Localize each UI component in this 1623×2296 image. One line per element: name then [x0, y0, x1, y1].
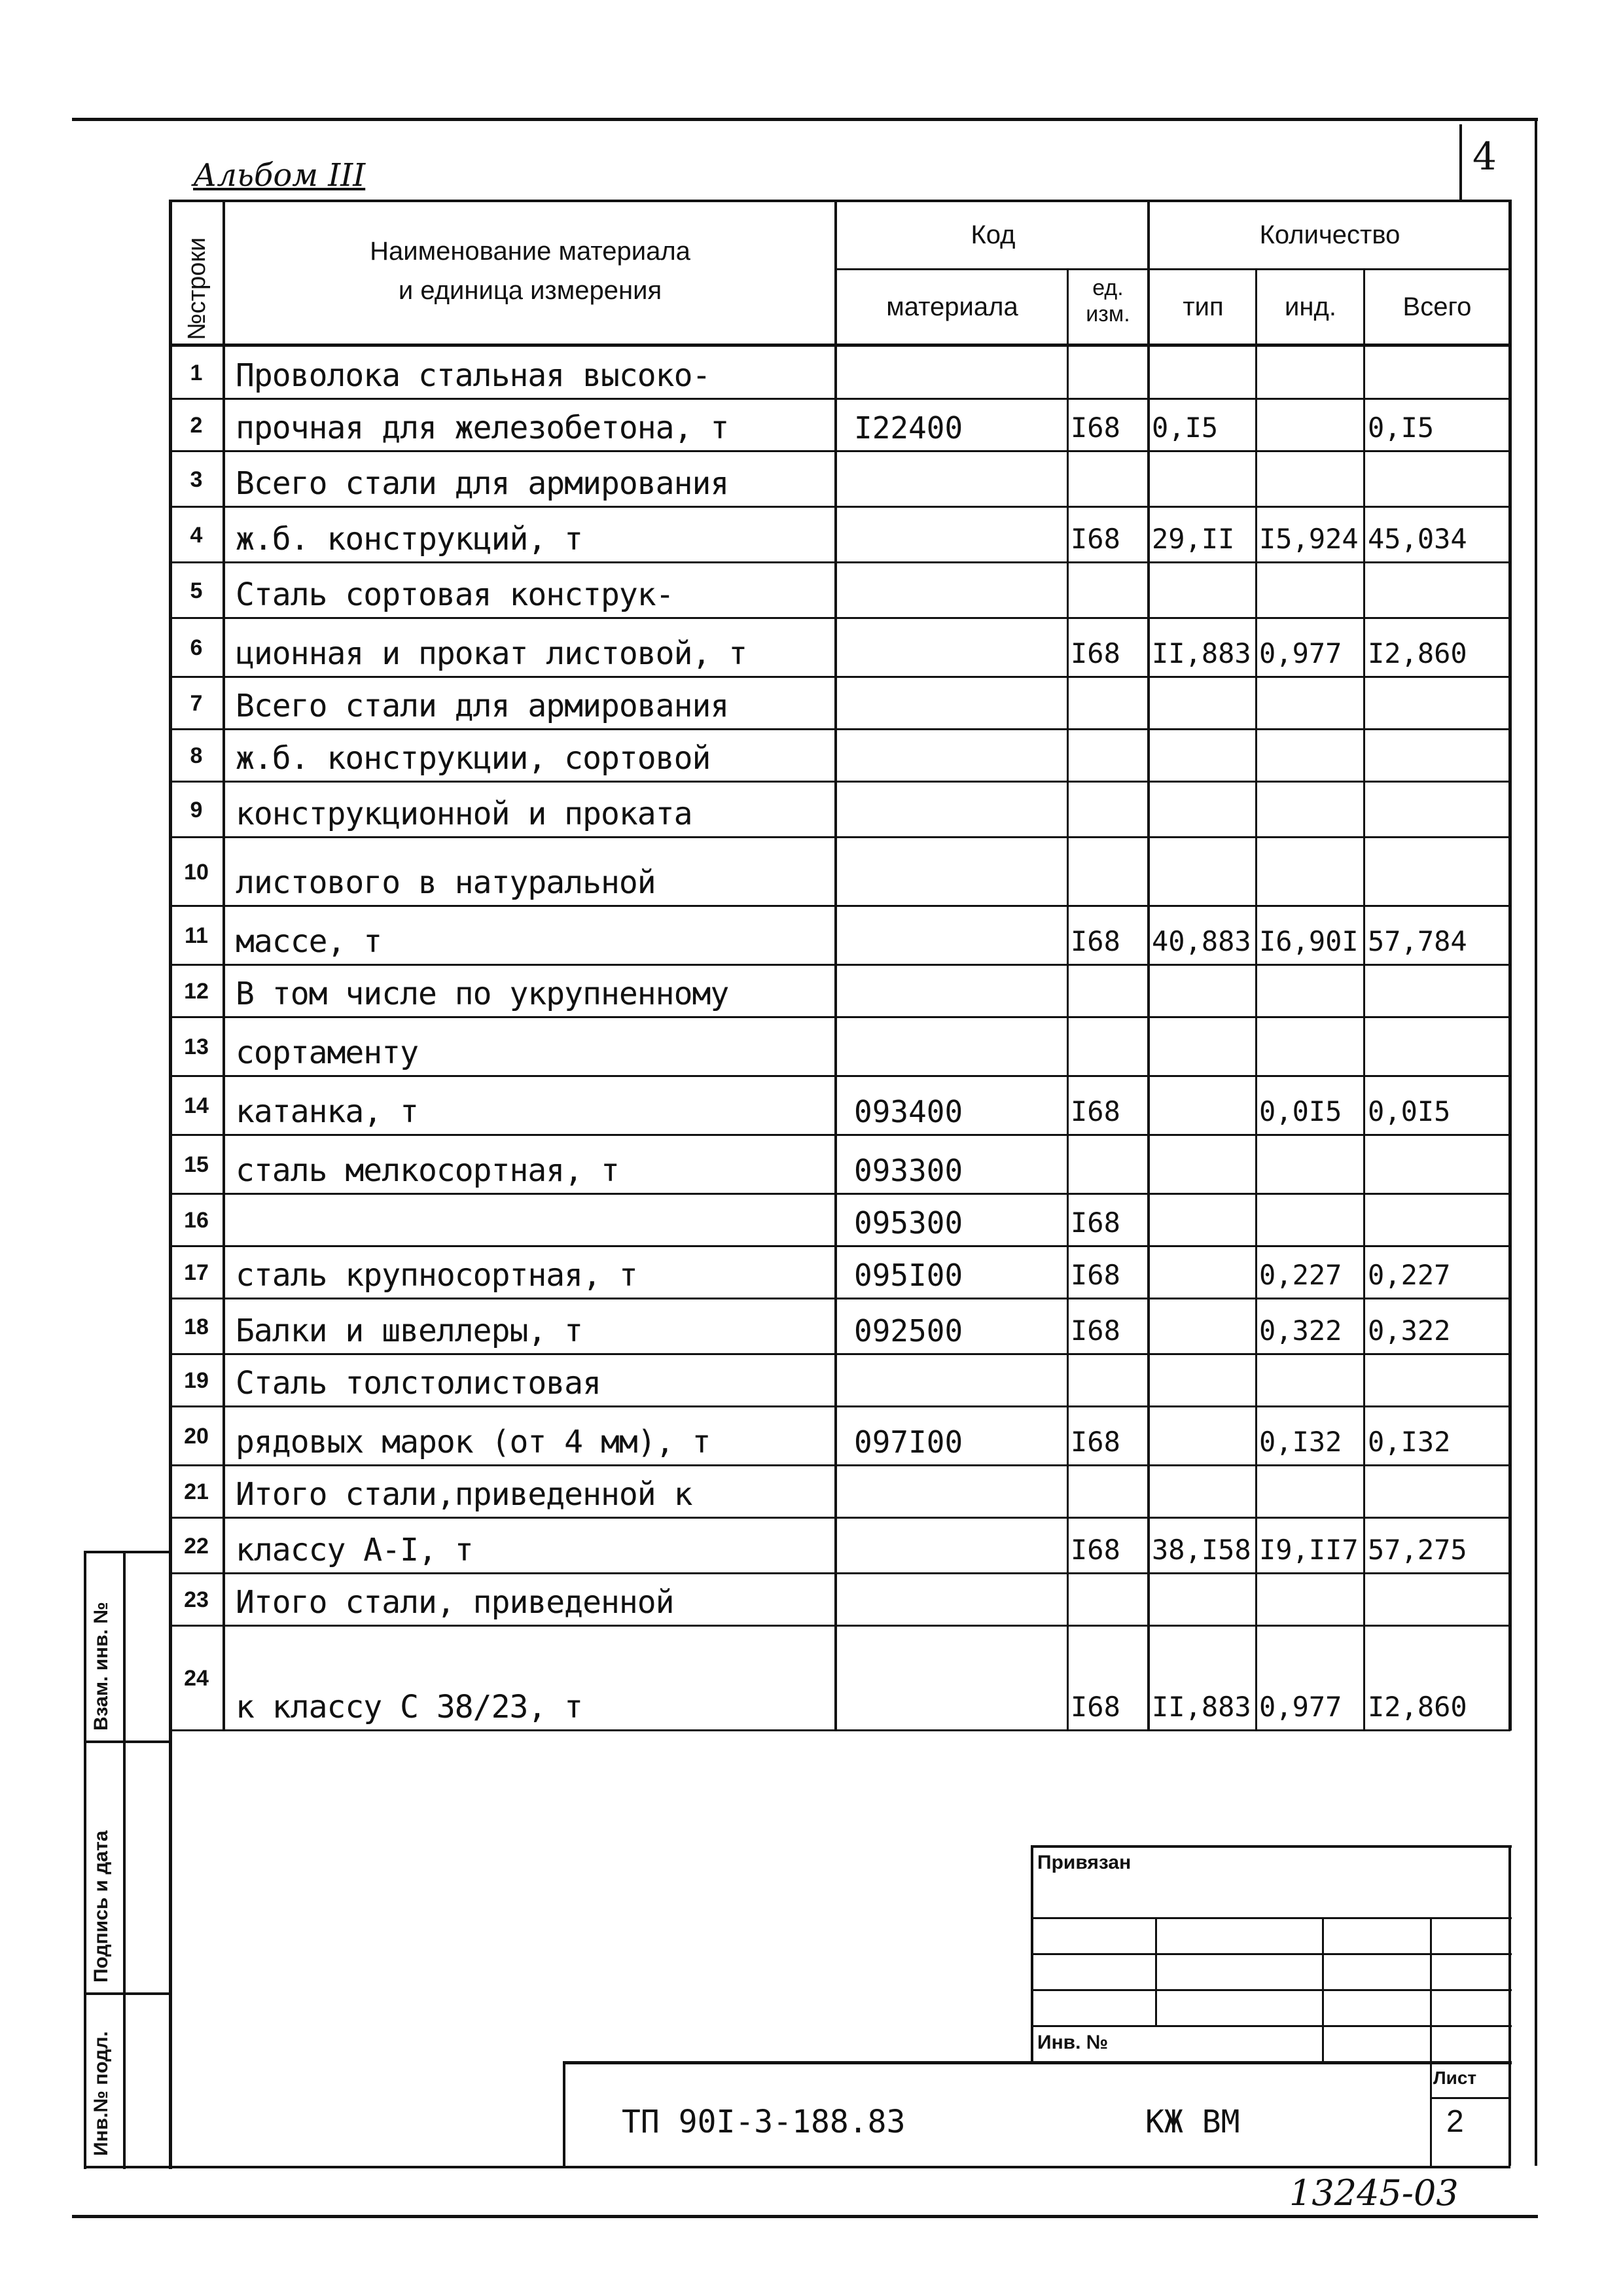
- row-separator: [169, 561, 1510, 563]
- cell-total: 0,I32: [1368, 1426, 1451, 1458]
- row-separator: [169, 1405, 1510, 1407]
- row-number: 1: [190, 361, 203, 385]
- frame-bottom: [84, 2166, 1510, 2168]
- row-separator: [169, 964, 1510, 966]
- cell-unit: I68: [1071, 637, 1120, 669]
- cell-type: 0,I5: [1152, 412, 1219, 444]
- cell-code: 092500: [854, 1313, 963, 1349]
- cell-code: I22400: [854, 410, 963, 446]
- cell-unit: I68: [1071, 1534, 1120, 1566]
- header-code: Код: [971, 221, 1016, 249]
- header-name-line1: Наименование материала: [370, 237, 690, 266]
- cell-unit: I68: [1071, 412, 1120, 444]
- row-number: 17: [184, 1260, 209, 1285]
- stamp-privyazan: Привязан: [1037, 1852, 1132, 1873]
- cell-total: 57,784: [1368, 925, 1467, 957]
- row-number: 14: [184, 1093, 209, 1118]
- cell-name: классу А-I, т: [236, 1532, 473, 1568]
- cell-type: II,883: [1152, 1691, 1251, 1723]
- row-separator: [169, 1517, 1510, 1519]
- page-number-box-left: [1459, 124, 1462, 200]
- cell-total: 0,322: [1368, 1315, 1451, 1347]
- list-number: 2: [1446, 2104, 1464, 2139]
- stamp-top: [1031, 1845, 1512, 1848]
- stamp-vsep3: [1430, 1917, 1432, 2166]
- album-label: Альбом III: [193, 157, 366, 194]
- header-code-unit: ед. изм.: [1086, 275, 1130, 327]
- side-strip-sep1: [84, 1740, 170, 1743]
- cell-name: катанка, т: [236, 1093, 418, 1130]
- cell-name: В том числе по укрупненному: [236, 976, 729, 1012]
- row-separator: [169, 1625, 1510, 1627]
- row-number: 11: [185, 923, 208, 948]
- row-number: 22: [184, 1533, 209, 1559]
- stamp-line2: [1031, 1953, 1512, 1955]
- cell-type: 40,883: [1152, 925, 1251, 957]
- cell-name: Сталь толстолистовая: [236, 1365, 601, 1402]
- header-name-line2: и единица измерения: [398, 276, 662, 305]
- cell-name: ционная и прокат листовой, т: [236, 635, 747, 672]
- col-sep-code: [1067, 268, 1069, 1731]
- side-strip-top: [84, 1551, 170, 1553]
- side-label-vzam: Взам. инв. №: [90, 1602, 112, 1731]
- cell-ind: 0,227: [1259, 1259, 1342, 1291]
- cell-name: прочная для железобетона, т: [236, 410, 729, 446]
- bottom-rule: [72, 2215, 1538, 2218]
- cell-ind: I6,90I: [1259, 925, 1359, 957]
- row-separator: [169, 617, 1510, 619]
- header-quantity: Количество: [1259, 221, 1400, 249]
- row-number: 8: [190, 743, 203, 768]
- archive-number: 13245-03: [1289, 2172, 1459, 2214]
- row-number: 12: [184, 979, 209, 1004]
- cell-type: II,883: [1152, 637, 1251, 669]
- title-block-top: [563, 2061, 1512, 2064]
- cell-unit: I68: [1071, 1315, 1120, 1347]
- cell-name: конструкционной и проката: [236, 796, 692, 832]
- doc-code: ТП 90I-3-188.83: [622, 2104, 906, 2140]
- side-label-podpis: Подпись и дата: [90, 1830, 112, 1983]
- right-border: [1535, 118, 1537, 2166]
- stamp-line4: [1031, 2025, 1512, 2027]
- cell-ind: 0,0I5: [1259, 1095, 1342, 1127]
- cell-code: 093300: [854, 1153, 963, 1188]
- stamp-right: [1508, 1845, 1511, 2166]
- cell-unit: I68: [1071, 523, 1120, 555]
- row-number: 10: [184, 859, 209, 885]
- cell-ind: 0,I32: [1259, 1426, 1342, 1458]
- list-label: Лист: [1433, 2068, 1477, 2088]
- row-number: 18: [184, 1314, 209, 1339]
- row-number: 21: [184, 1479, 209, 1504]
- header-row-no: №строки: [183, 237, 211, 340]
- row-separator: [169, 905, 1510, 907]
- cell-type: 38,I58: [1152, 1534, 1251, 1566]
- list-box-sep: [1430, 2097, 1510, 2099]
- row-number: 16: [184, 1208, 209, 1233]
- doc-mark: КЖ ВМ: [1145, 2104, 1240, 2140]
- header-top-line: [169, 200, 1510, 202]
- cell-name: ж.б. конструкций, т: [236, 521, 583, 557]
- stamp-inv-no: Инв. №: [1037, 2032, 1109, 2053]
- row-separator: [169, 398, 1510, 400]
- top-rule: [72, 118, 1538, 121]
- cell-name: листового в натуральной: [236, 864, 656, 901]
- cell-unit: I68: [1071, 1691, 1120, 1723]
- row-separator: [169, 506, 1510, 508]
- cell-ind: I9,II7: [1259, 1534, 1359, 1566]
- row-number: 15: [184, 1152, 209, 1177]
- row-separator: [169, 1572, 1510, 1574]
- row-separator: [169, 781, 1510, 783]
- row-separator: [169, 1298, 1510, 1299]
- cell-name: Итого стали,приведенной к: [236, 1476, 692, 1513]
- col-sep-ind: [1363, 268, 1365, 1731]
- row-separator: [169, 1134, 1510, 1136]
- row-separator: [169, 1353, 1510, 1355]
- row-separator: [169, 1464, 1510, 1466]
- row-separator: [169, 1016, 1510, 1018]
- cell-name: сталь крупносортная, т: [236, 1257, 637, 1294]
- cell-code: 095300: [854, 1205, 963, 1241]
- cell-total: I2,860: [1368, 637, 1467, 669]
- title-block-left: [563, 2061, 565, 2166]
- cell-name: сталь мелкосортная, т: [236, 1152, 619, 1189]
- cell-name: ж.б. конструкции, сортовой: [236, 740, 711, 777]
- row-number: 3: [190, 467, 203, 492]
- header-qty-ind: инд.: [1285, 292, 1336, 321]
- side-strip-mid: [123, 1551, 126, 2169]
- side-label-inv-podl: Инв.№ подл.: [90, 2031, 112, 2156]
- row-number: 13: [184, 1034, 209, 1059]
- cell-total: 45,034: [1368, 523, 1467, 555]
- cell-total: 57,275: [1368, 1534, 1467, 1566]
- cell-total: 0,0I5: [1368, 1095, 1451, 1127]
- cell-total: 0,I5: [1368, 412, 1435, 444]
- cell-name: Всего стали для армирования: [236, 465, 729, 502]
- cell-name: Сталь сортовая конструк-: [236, 576, 674, 613]
- cell-name: Итого стали, приведенной: [236, 1584, 674, 1621]
- cell-code: 093400: [854, 1094, 963, 1129]
- cell-type: 29,II: [1152, 523, 1235, 555]
- cell-name: рядовых марок (от 4 мм), т: [236, 1424, 711, 1460]
- header-mid-line: [834, 268, 1510, 270]
- cell-unit: I68: [1071, 1259, 1120, 1291]
- row-number: 4: [190, 522, 203, 548]
- row-separator: [169, 728, 1510, 730]
- row-separator: [169, 1729, 1510, 1731]
- row-number: 23: [184, 1587, 209, 1612]
- header-bottom-line: [169, 344, 1510, 347]
- cell-name: Всего стали для армирования: [236, 688, 729, 724]
- row-number: 5: [190, 578, 203, 603]
- row-separator: [169, 676, 1510, 678]
- cell-code: 097I00: [854, 1424, 963, 1460]
- row-number: 19: [184, 1368, 209, 1393]
- row-separator: [169, 836, 1510, 838]
- side-strip-sep2: [84, 1992, 170, 1995]
- cell-ind: 0,977: [1259, 637, 1342, 669]
- cell-total: 0,227: [1368, 1259, 1451, 1291]
- row-number: 6: [190, 635, 203, 660]
- row-separator: [169, 1075, 1510, 1077]
- cell-ind: I5,924: [1259, 523, 1359, 555]
- header-qty-type: тип: [1183, 292, 1224, 321]
- row-separator: [169, 1193, 1510, 1195]
- cell-unit: I68: [1071, 925, 1120, 957]
- stamp-vsep2: [1322, 1917, 1324, 2061]
- cell-ind: 0,977: [1259, 1691, 1342, 1723]
- cell-ind: 0,322: [1259, 1315, 1342, 1347]
- cell-name: Проволока стальная высоко-: [236, 357, 711, 394]
- stamp-vsep1: [1155, 1917, 1157, 2025]
- cell-name: массе, т: [236, 923, 382, 960]
- col-sep-type: [1255, 268, 1257, 1731]
- row-number: 24: [184, 1666, 209, 1691]
- cell-unit: I68: [1071, 1095, 1120, 1127]
- header-code-material: материала: [886, 292, 1018, 321]
- header-qty-total: Всего: [1402, 292, 1472, 321]
- cell-unit: I68: [1071, 1207, 1120, 1239]
- row-number: 7: [190, 691, 203, 716]
- row-separator: [169, 450, 1510, 452]
- page-number: 4: [1472, 134, 1497, 179]
- cell-code: 095I00: [854, 1258, 963, 1293]
- cell-name: к классу С 38/23, т: [236, 1689, 583, 1725]
- cell-unit: I68: [1071, 1426, 1120, 1458]
- cell-name: Балки и швеллеры, т: [236, 1313, 583, 1349]
- stamp-line3: [1031, 1989, 1512, 1991]
- row-number: 20: [184, 1424, 209, 1449]
- cell-name: сортаменту: [236, 1034, 418, 1071]
- row-number: 2: [190, 413, 203, 438]
- side-strip-left: [84, 1551, 86, 2169]
- table-left-border: [169, 200, 172, 2169]
- row-number: 9: [190, 797, 203, 822]
- cell-total: I2,860: [1368, 1691, 1467, 1723]
- row-separator: [169, 1245, 1510, 1247]
- stamp-line1: [1031, 1917, 1512, 1919]
